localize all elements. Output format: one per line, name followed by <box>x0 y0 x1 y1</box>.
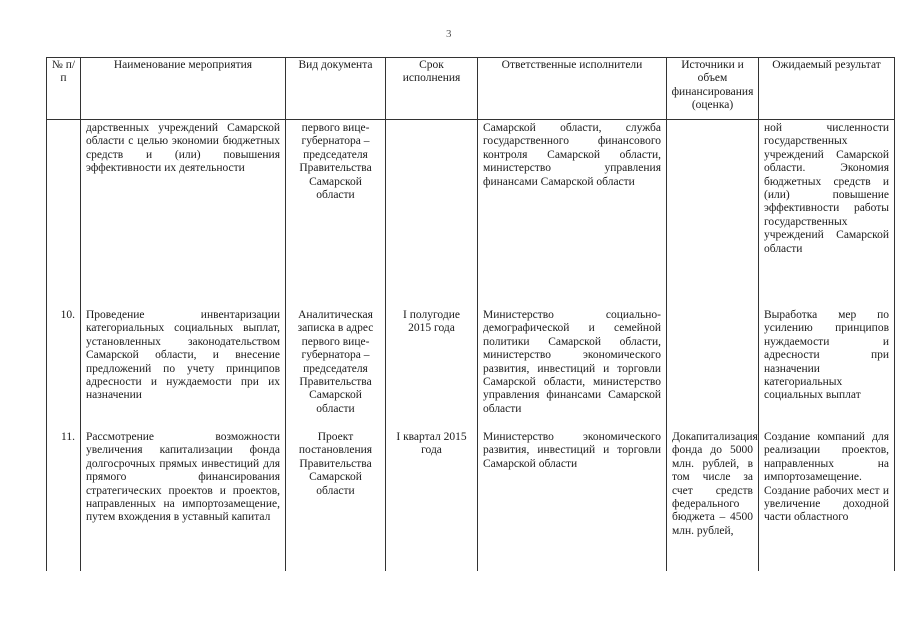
table-row <box>47 307 895 429</box>
measure-name: Проведение инвентаризации категориальных социальных выплат, установленных законодательством Самарской области, и внесение предложений по учету принципов адресности и нуждаемости при их назначении <box>81 307 286 429</box>
row-number: 11. <box>47 429 81 571</box>
responsible-executors: Министерство социально-демографической и семейной политики Самарской области, министерство экономического развития, инвестиций и торговли Самарской области, министерство управления финансами Самарской области <box>478 307 667 429</box>
expected-result: Создание компаний для реализации проектов, направленных на импортозамещение. Создание рабочих мест и увеличение доходной части областного <box>759 429 895 571</box>
header-responsible: Ответственные исполнители <box>478 58 667 120</box>
measure-name: дарственных учреждений Самарской области с целью экономии бюджетных средств и (или) повышения эффективности их деятельности <box>81 120 286 308</box>
funding-sources: Докапитализация фонда до 5000 млн. рублей, в том числе за счет средств федерального бюджета – 4500 млн. рублей, <box>667 429 759 571</box>
expected-result: ной численности государственных учреждений Самарской области. Экономия бюджетных средств и (или) повышение эффективности работы государственных учреждений Самарской области <box>759 120 895 308</box>
document-type: Проект постановления Правительства Самарской области <box>286 429 386 571</box>
deadline: I полугодие 2015 года <box>386 307 478 429</box>
deadline <box>386 120 478 308</box>
header-result: Ожидаемый результат <box>759 58 895 120</box>
funding-sources <box>667 120 759 308</box>
table-row <box>47 120 895 308</box>
header-sources: Источники и объем финансирования (оценка) <box>667 58 759 120</box>
action-plan-table <box>46 57 895 571</box>
funding-sources <box>667 307 759 429</box>
row-number <box>47 120 81 308</box>
document-type: Аналитическая записка в адрес первого вице-губернатора – председателя Правительства Самарской области <box>286 307 386 429</box>
expected-result: Выработка мер по усилению принципов нуждаемости и адресности при назначении категориальных социальных выплат <box>759 307 895 429</box>
responsible-executors: Самарской области, служба государственного финансового контроля Самарской области, министерство управления финансами Самарской области <box>478 120 667 308</box>
header-doc-type: Вид документа <box>286 58 386 120</box>
row-number: 10. <box>47 307 81 429</box>
deadline: I квартал 2015 года <box>386 429 478 571</box>
header-num: № п/п <box>47 58 81 120</box>
document-type: первого вице-губернатора – председателя Правительства Самарской области <box>286 120 386 308</box>
header-deadline: Срок исполнения <box>386 58 478 120</box>
header-name: Наименование мероприятия <box>81 58 286 120</box>
table-header-row <box>47 58 895 120</box>
page-number: 3 <box>446 28 452 40</box>
measure-name: Рассмотрение возможности увеличения капитализации фонда долгосрочных прямых инвестиций для прямого финансирования стратегических проектов и проектов, направленных на импортозамещение, путем вхождения в уставный капитал <box>81 429 286 571</box>
responsible-executors: Министерство экономического развития, инвестиций и торговли Самарской области <box>478 429 667 571</box>
table-row <box>47 429 895 571</box>
